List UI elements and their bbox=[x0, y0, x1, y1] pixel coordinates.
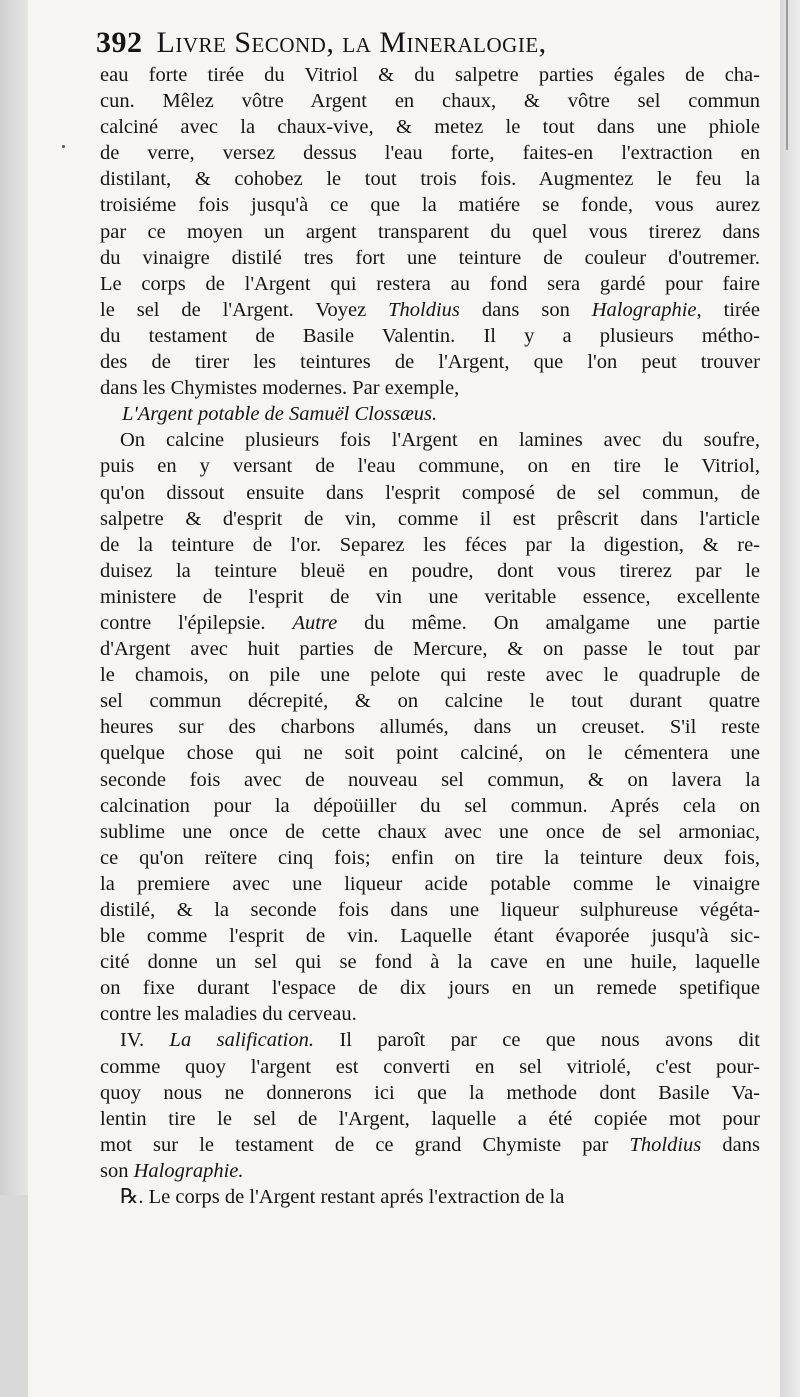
text-line bbox=[100, 1158, 760, 1184]
roman-text: dans son bbox=[459, 298, 592, 321]
roman-text: des de tirer les teintures de l'Argent, que l'on peut trouver bbox=[100, 351, 760, 374]
scan-left-margin bbox=[0, 0, 28, 1397]
roman-text: la premiere avec une liqueur acide potable comme le vinaigre bbox=[100, 872, 760, 895]
running-title: Livre Second, la Mineralogie, bbox=[156, 26, 547, 59]
roman-text: de verre, versez dessus l'eau forte, faites-en l'extraction en bbox=[100, 142, 760, 165]
italic-text: Halographie bbox=[591, 298, 697, 321]
text-line bbox=[100, 401, 760, 427]
roman-text: dans bbox=[701, 1133, 760, 1156]
text-line bbox=[100, 114, 760, 140]
roman-text: par ce moyen un argent transparent du quel vous tirerez dans bbox=[100, 220, 760, 243]
roman-text: sublime une once de cette chaux avec une once de sel armoniac, bbox=[100, 820, 760, 843]
roman-text: qu'on dissout ensuite dans l'esprit composé de sel commun, de bbox=[100, 481, 760, 504]
roman-text: Il paroît par ce que nous avons dit bbox=[314, 1029, 760, 1052]
text-line bbox=[100, 1132, 760, 1158]
ink-speck bbox=[62, 145, 65, 148]
text-line bbox=[100, 767, 760, 793]
roman-text: son bbox=[100, 1159, 134, 1182]
italic-text: La salification. bbox=[169, 1029, 315, 1052]
italic-text: L'Argent potable de Samuël Clossæus. bbox=[122, 403, 438, 426]
roman-text: de la teinture de l'or. Separez les féces par la digestion, & re- bbox=[100, 533, 760, 556]
text-line bbox=[100, 740, 760, 766]
roman-text: le sel de l'Argent. Voyez bbox=[100, 298, 389, 321]
roman-text: d'Argent avec huit parties de Mercure, & on passe le tout par bbox=[100, 638, 760, 661]
roman-text: calcination pour la dépoüiller du sel commun. Aprés cela on bbox=[100, 794, 760, 817]
roman-text: distilé, & la seconde fois dans une liqueur sulphureuse végéta- bbox=[100, 899, 760, 921]
text-line bbox=[100, 1027, 760, 1053]
text-line bbox=[100, 453, 760, 479]
text-line bbox=[100, 819, 760, 845]
italic-text: Tholdius bbox=[388, 298, 460, 321]
text-line bbox=[100, 584, 760, 610]
text-line bbox=[100, 845, 760, 871]
roman-text: , tirée bbox=[696, 298, 760, 321]
body-text bbox=[100, 62, 760, 1210]
text-line bbox=[100, 897, 760, 923]
text-line bbox=[100, 166, 760, 192]
roman-text: cité donne un sel qui se fond à la cave en une huile, laquelle bbox=[100, 951, 760, 974]
text-line bbox=[100, 1001, 760, 1027]
text-line bbox=[100, 636, 760, 662]
roman-text: ce qu'on reïtere cinq fois; enfin on tire la teinture deux fois, bbox=[100, 846, 760, 869]
text-line bbox=[100, 427, 760, 453]
text-line bbox=[100, 88, 760, 114]
roman-text: dans les Chymistes modernes. Par exemple, bbox=[100, 377, 460, 400]
text-line bbox=[100, 375, 760, 401]
roman-text: contre les maladies du cerveau. bbox=[100, 1003, 357, 1026]
roman-text: quoy nous ne donnerons ici que la methode dont Basile Va- bbox=[100, 1081, 760, 1104]
text-line bbox=[100, 62, 760, 88]
roman-text: IV. bbox=[120, 1029, 170, 1052]
text-line bbox=[100, 506, 760, 532]
roman-text: On calcine plusieurs fois l'Argent en lamines avec du soufre, bbox=[120, 429, 760, 452]
text-line bbox=[100, 871, 760, 897]
roman-text: quelque chose qui ne soit point calciné, on le cémentera une bbox=[100, 742, 760, 765]
page-number: 392 bbox=[96, 26, 143, 59]
text-line bbox=[100, 140, 760, 166]
text-line bbox=[100, 558, 760, 584]
text-line bbox=[100, 1054, 760, 1080]
text-line bbox=[100, 192, 760, 218]
roman-text: on fixe durant l'espace de dix jours en un remede spetifique bbox=[100, 977, 760, 1000]
text-line bbox=[100, 1184, 760, 1210]
roman-text: du même. On amalgame une partie bbox=[337, 611, 760, 634]
text-line bbox=[100, 297, 760, 323]
roman-text: troisiéme fois jusqu'à ce que la matiére se fonde, vous aurez bbox=[100, 194, 760, 217]
text-line bbox=[100, 714, 760, 740]
text-line bbox=[100, 219, 760, 245]
text-line bbox=[100, 923, 760, 949]
roman-text: le chamois, on pile une pelote qui reste avec le quadruple de bbox=[100, 664, 760, 687]
roman-text: sel commun décrepité, & on calcine le tout durant quatre bbox=[100, 690, 760, 713]
roman-text: du testament de Basile Valentin. Il y a plusieurs métho- bbox=[100, 324, 760, 347]
text-line bbox=[100, 949, 760, 975]
text-line bbox=[100, 688, 760, 714]
roman-text: contre l'épilepsie. bbox=[100, 611, 293, 634]
text-line bbox=[100, 349, 760, 375]
text-line bbox=[100, 793, 760, 819]
italic-text: Tholdius bbox=[629, 1133, 702, 1156]
text-line bbox=[100, 662, 760, 688]
text-line bbox=[100, 610, 760, 636]
text-line bbox=[100, 271, 760, 297]
roman-text: seconde fois avec de nouveau sel commun, & on lavera la bbox=[100, 768, 760, 791]
roman-text: cun. Mêlez vôtre Argent en chaux, & vôtre sel commun bbox=[100, 90, 760, 113]
text-line bbox=[100, 1106, 760, 1132]
scan-gutter-line bbox=[786, 0, 788, 150]
roman-text: ℞. Le corps de l'Argent restant aprés l'extraction de la bbox=[120, 1186, 565, 1209]
text-line bbox=[100, 975, 760, 1001]
roman-text: duisez la teinture bleuë en poudre, dont vous tirerez par le bbox=[100, 559, 760, 582]
roman-text: du vinaigre distilé tres fort une teinture de couleur d'outremer. bbox=[100, 246, 760, 269]
roman-text: eau forte tirée du Vitriol & du salpetre parties égales de cha- bbox=[100, 64, 760, 86]
roman-text: puis en y versant de l'eau commune, on en tire le Vitriol, bbox=[100, 455, 760, 478]
text-line bbox=[100, 245, 760, 271]
text-line bbox=[100, 323, 760, 349]
scan-left-margin-lower bbox=[0, 1195, 30, 1397]
roman-text: salpetre & d'esprit de vin, comme il est prêscrit dans l'article bbox=[100, 507, 760, 530]
roman-text: heures sur des charbons allumés, dans un creuset. S'il reste bbox=[100, 716, 760, 739]
text-line bbox=[100, 480, 760, 506]
roman-text: comme quoy l'argent est converti en sel vitriolé, c'est pour- bbox=[100, 1055, 760, 1078]
text-line bbox=[100, 1080, 760, 1106]
roman-text: mot sur le testament de ce grand Chymiste par bbox=[100, 1133, 630, 1156]
italic-text: Autre bbox=[292, 611, 338, 634]
scan-right-margin bbox=[780, 0, 800, 1397]
roman-text: Le corps de l'Argent qui restera au fond sera gardé pour faire bbox=[100, 272, 760, 295]
italic-text: Halographie. bbox=[133, 1159, 244, 1182]
roman-text: ble comme l'esprit de vin. Laquelle étant évaporée jusqu'à sic- bbox=[100, 925, 760, 948]
roman-text: lentin tire le sel de l'Argent, laquelle a été copiée mot pour bbox=[100, 1107, 760, 1130]
text-line bbox=[100, 532, 760, 558]
roman-text: ministere de l'esprit de vin une veritable essence, excellente bbox=[100, 585, 760, 608]
roman-text: distilant, & cohobez le tout trois fois. Augmentez le feu la bbox=[100, 168, 760, 191]
roman-text: calciné avec la chaux-vive, & metez le tout dans une phiole bbox=[100, 116, 760, 139]
